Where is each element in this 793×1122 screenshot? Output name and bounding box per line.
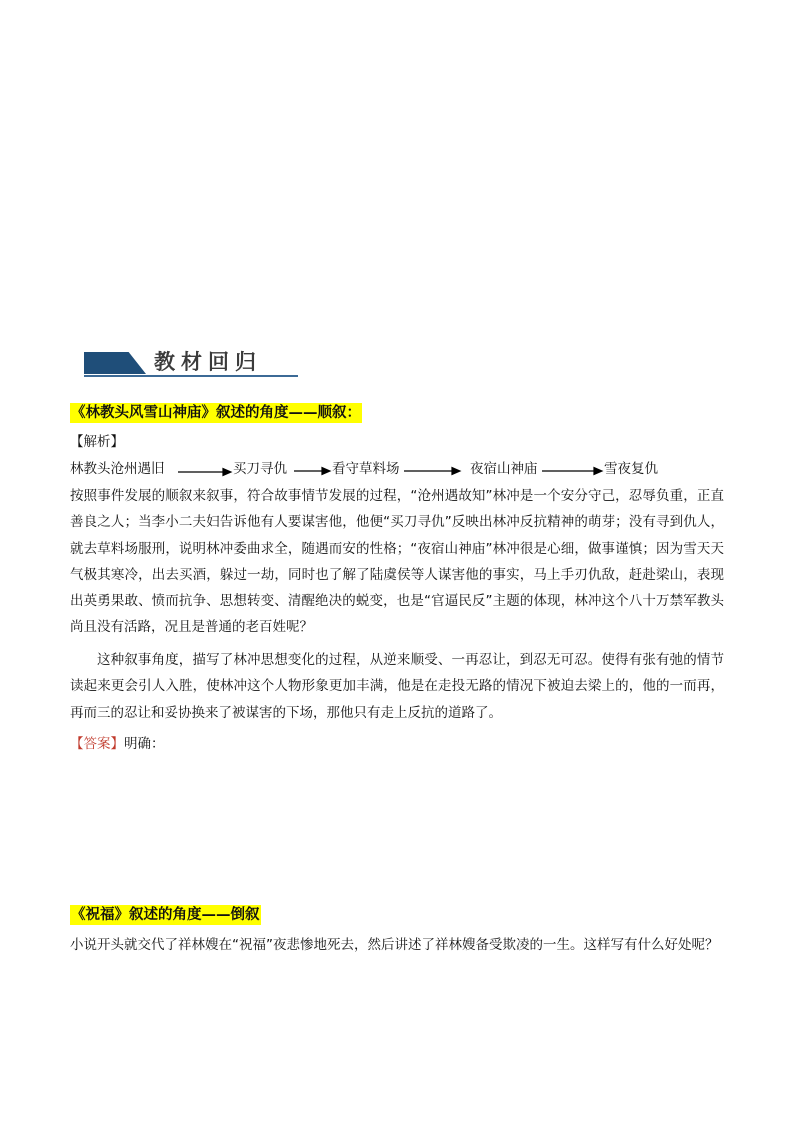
answer-text: 明确： (124, 736, 165, 752)
arrow-head-icon (452, 468, 460, 475)
analysis-paragraph: 这种叙事角度，描写了林冲思想变化的过程，从逆来顺受、一再忍让，到忍无可忍。使得有张有弛的情节读起来更会引人入胜，使林冲这个人物形象更加丰满，他是在走投无路的情况下被迫去梁上的，他的一而再，再而三的忍让和妥协换来了被谋害的下场，那他只有走上反抗的道路了。 (70, 652, 724, 721)
flow-step: 夜宿山神庙 (470, 461, 538, 477)
banner-decoration (84, 352, 146, 374)
flow-step: 雪夜复仇 (604, 461, 658, 477)
arrow-head-icon (223, 469, 231, 476)
plot-flow (70, 458, 690, 480)
question-paragraph: 小说开头就交代了祥林嫂在“祝福”夜悲惨地死去，然后讲述了祥林嫂备受欺凌的一生。这样写有什么好处呢？ (70, 937, 719, 953)
analysis-label: 【解析】 (70, 434, 124, 450)
flow-step: 买刀寻仇 (233, 461, 287, 477)
flow-step: 看守草料场 (332, 461, 400, 477)
flow-arrows (70, 458, 690, 480)
arrow-head-icon (594, 468, 602, 475)
answer-line (70, 734, 165, 754)
answer-label: 【答案】 (70, 736, 124, 752)
section-banner (84, 342, 298, 378)
analysis-paragraph: 按照事件发展的顺叙来叙事，符合故事情节发展的过程，“沧州遇故知”林冲是一个安分守己，忍辱负重，正直善良之人；当李小二夫妇告诉他有人要谋害他，他便“买刀寻仇”反映出林冲反抗精神的萌芽；没有寻到仇人，就去草料场服刑，说明林冲委曲求全，随遇而安的性格；“夜宿山神庙”林冲很是心细，做事谨慎；因为雪天天气极其寒冷，出去买酒，躲过一劫，同时也了解了陆虞侯等人谋害他的事实，马上手刃仇敌，赶赴梁山，表现出英勇果敢、愤而抗争、思想转变、清醒绝决的蜕变，也是“官逼民反”主题的体现，林冲这个八十万禁军教头尚且没有活路，况且是普通的老百姓呢？ (70, 488, 724, 636)
part1-heading: 《林教头风雪山神庙》叙述的角度——顺叙： (71, 405, 361, 421)
part2-heading: 《祝福》叙述的角度——倒叙 (71, 907, 260, 923)
section-title: 教材回归 (154, 349, 262, 374)
arrow-head-icon (322, 468, 330, 475)
flow-step: 林教头沧州遇旧 (70, 461, 165, 477)
